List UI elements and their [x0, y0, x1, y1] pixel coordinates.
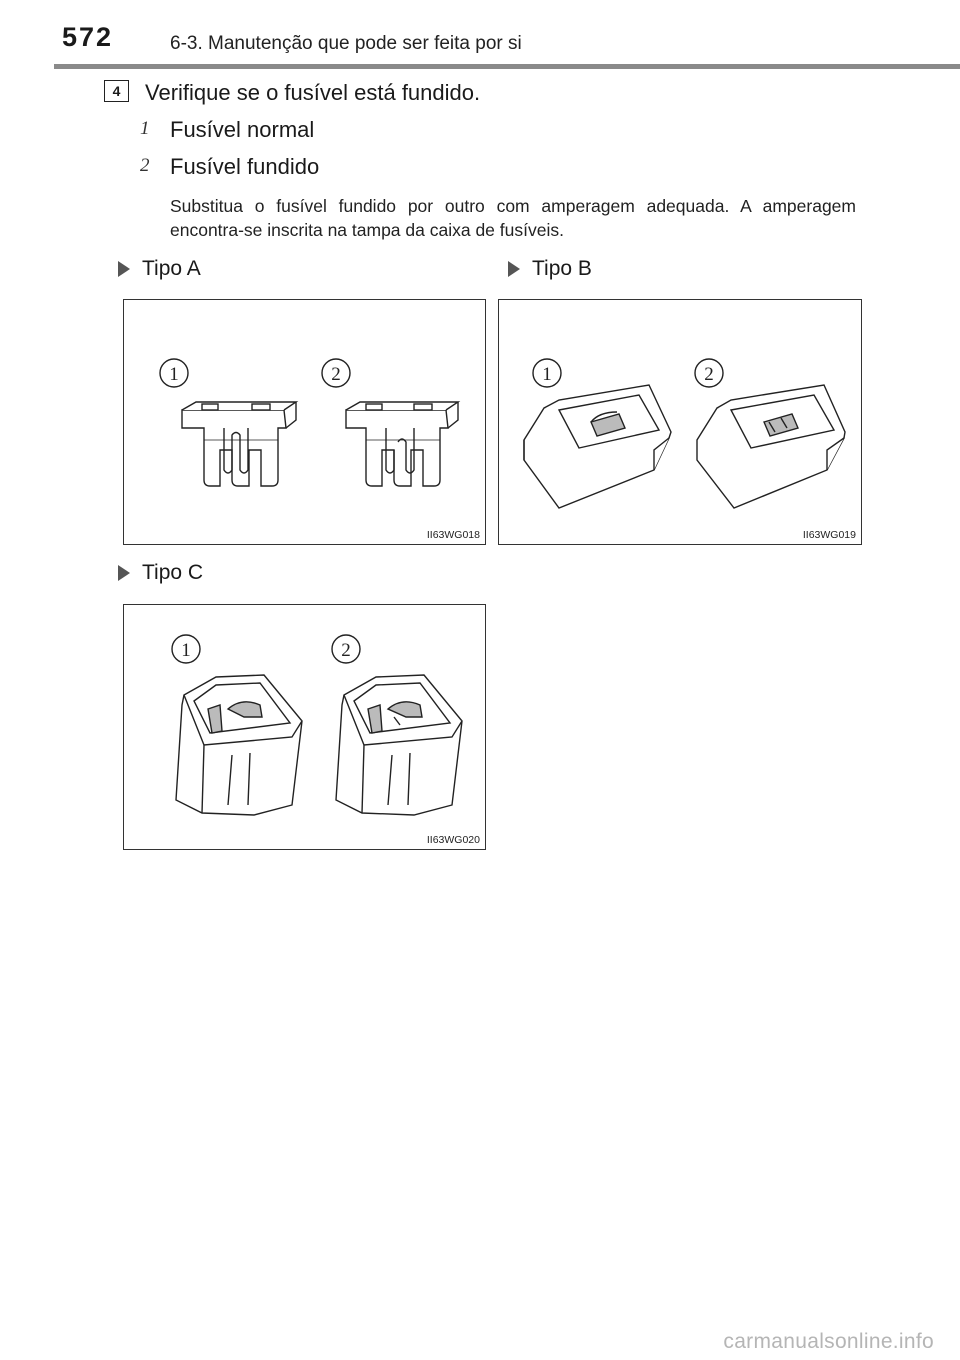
callout-label-normal-fuse: Fusível normal	[170, 117, 315, 142]
figure-a-code: II63WG018	[426, 529, 480, 541]
blown-cartridge-fuse	[697, 385, 845, 508]
figure-b-callout-1: 1	[542, 364, 552, 385]
callout-number-2: 2	[140, 155, 150, 176]
figure-type-b	[498, 299, 862, 545]
watermark: carmanualsonline.info	[723, 1330, 934, 1353]
figure-c-code: II63WG020	[426, 834, 480, 846]
normal-cartridge-fuse	[524, 385, 671, 508]
figure-a-callout-2: 2	[331, 364, 341, 385]
figure-a-callout-1: 1	[169, 364, 179, 385]
normal-lp-fuse	[176, 675, 302, 815]
type-a-label-text: Tipo A	[142, 257, 201, 280]
type-b-label	[508, 257, 592, 281]
header-divider	[54, 64, 960, 69]
callout-label-blown-fuse: Fusível fundido	[170, 154, 320, 179]
triangle-bullet-icon	[118, 261, 130, 277]
step-instruction: Verifique se o fusível está fundido.	[145, 80, 481, 105]
figure-b-code: II63WG019	[802, 529, 856, 541]
figure-c-callout-1: 1	[181, 640, 191, 661]
triangle-bullet-icon	[508, 261, 520, 277]
normal-blade-fuse	[182, 402, 296, 486]
type-c-label	[118, 561, 203, 585]
triangle-bullet-icon	[118, 565, 130, 581]
blown-blade-fuse	[346, 402, 458, 486]
figure-c-callout-2: 2	[341, 640, 351, 661]
figure-type-a	[123, 299, 486, 545]
section-title: 6-3. Manutenção que pode ser feita por si	[170, 33, 522, 54]
cartridge-fuse-illustration	[499, 300, 863, 546]
type-b-label-text: Tipo B	[532, 257, 592, 280]
figure-type-c	[123, 604, 486, 850]
instruction-paragraph: Substitua o fusível fundido por outro com amperagem adequada. A amperagem encontra-se inscrita na tampa da caixa de fusíveis.	[170, 196, 856, 240]
callout-number-1: 1	[140, 118, 150, 139]
type-a-label	[118, 257, 201, 281]
figure-b-callout-2: 2	[704, 364, 714, 385]
type-c-label-text: Tipo C	[142, 561, 204, 584]
lp-fuse-illustration	[124, 605, 487, 851]
blown-lp-fuse	[336, 675, 462, 815]
step-number-badge: 4	[104, 80, 129, 102]
page-number: 572	[62, 22, 114, 52]
blade-fuse-illustration	[124, 300, 487, 546]
